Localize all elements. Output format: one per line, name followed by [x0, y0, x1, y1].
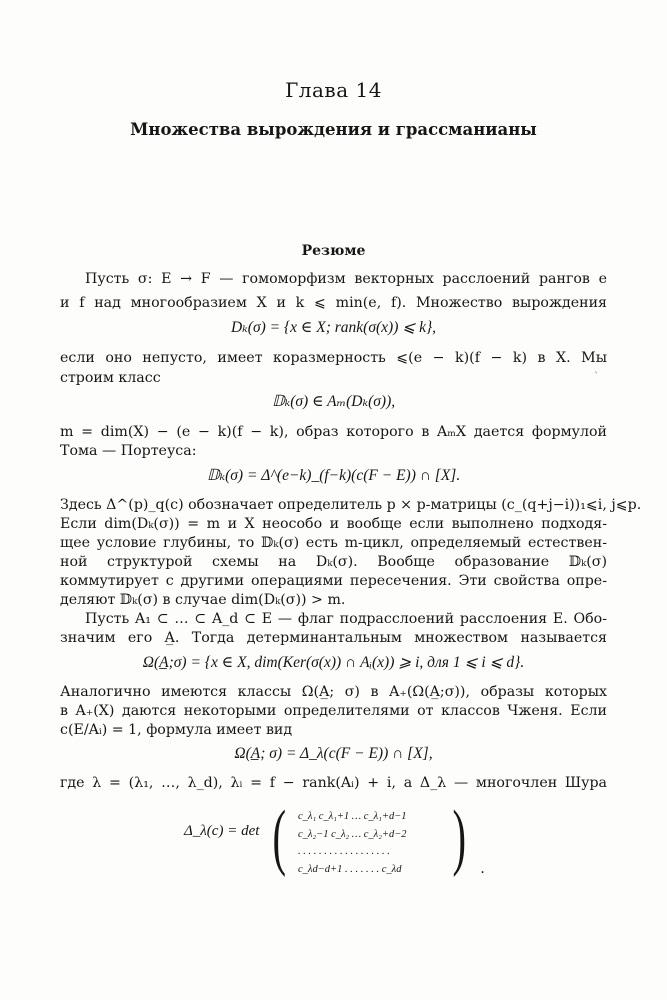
text-line: Пусть A₁ ⊂ … ⊂ A_d ⊂ E — флаг подрасслоений расслоения E. Обо- [85, 611, 607, 627]
text-line: коммутирует с другими операциями пересечения. Эти свойства опре- [60, 573, 607, 589]
matrix-row: . . . . . . . . . . . . . . . . . . [298, 846, 390, 857]
text-line: Аналогично имеются классы Ω(A̲; σ) в A₊(Ω(A̲;σ)), образы которых [60, 684, 607, 700]
formula-determinantal-set: Ω(A̲;σ) = {x ∈ X, dim(Ker(σ(x)) ∩ Aᵢ(x)) ⩾ i, для 1 ⩽ i ⩽ d}. [142, 654, 525, 671]
text-line: деляют 𝔻ₖ(σ) в случае dim(Dₖ(σ)) > m. [60, 592, 346, 608]
text-line: m = dim(X) − (e − k)(f − k), образ которого в AₘX дается формулой [60, 424, 607, 440]
text-line: где λ = (λ₁, …, λ_d), λᵢ = f − rank(Aᵢ) + i, а Δ_λ — многочлен Шура [60, 775, 607, 791]
text-line: строим класс [60, 370, 161, 386]
text-line: Пусть σ: E → F — гомоморфизм векторных расслоений рангов e [85, 271, 607, 287]
chapter-title: Множества вырождения и грассманианы [130, 120, 537, 139]
text-line: в A₊(X) даются некоторыми определителями от классов Чженя. Если [60, 703, 607, 719]
matrix-left-paren: ( [272, 796, 287, 878]
matrix-suffix: . [481, 860, 485, 877]
text-line: c(E/Aᵢ) = 1, формула имеет вид [60, 722, 293, 738]
formula-class: 𝔻ₖ(σ) ∈ Aₘ(Dₖ(σ)), [271, 393, 396, 410]
formula-degeneracy-set: Dₖ(σ) = {x ∈ X; rank(σ(x)) ⩽ k}, [230, 319, 437, 336]
text-line: значим его A̲. Тогда детерминантальным множеством называется [60, 630, 607, 646]
text-line: Если dim(Dₖ(σ)) = m и X неособо и вообще если выполнено подходя- [60, 516, 607, 532]
text-line: и f над многообразием X и k ⩽ min(e, f). Множество вырождения [60, 295, 607, 311]
text-line: Здесь Δ^(p)_q(c) обозначает определитель p × p-матрицы (c_(q+j−i))₁⩽i, j⩽p. [60, 497, 642, 513]
matrix-right-paren: ) [452, 796, 467, 878]
formula-thom-porteous: 𝔻ₖ(σ) = Δ^(e−k)_(f−k)(c(F − E)) ∩ [X]. [206, 467, 461, 484]
text-line: ной структурой схемы на Dₖ(σ). Вообще образование 𝔻ₖ(σ) [60, 554, 607, 570]
matrix-row: c_λ₁ c_λ₁+1 … c_λ₁+d−1 [298, 811, 407, 822]
section-heading: Резюме [301, 243, 366, 259]
matrix-row: c_λ₂−1 c_λ₂ … c_λ₂+d−2 [298, 829, 407, 840]
text-line: щее условие глубины, то 𝔻ₖ(σ) есть m-цикл, определяемый естествен- [60, 535, 607, 551]
chapter-heading: Глава 14 [285, 78, 382, 102]
formula-schur: Ω(A̲; σ) = Δ_λ(c(F − E)) ∩ [X], [234, 745, 433, 762]
text-line: если оно непусто, имеет коразмерность ⩽(e − k)(f − k) в X. Мы [60, 350, 607, 366]
matrix-prefix: Δ_λ(c) = det [184, 823, 260, 839]
stray-mark: ` [594, 372, 599, 383]
text-line: Тома — Портеуса: [60, 443, 197, 459]
matrix-row: c_λd−d+1 . . . . . . . c_λd [298, 864, 402, 875]
